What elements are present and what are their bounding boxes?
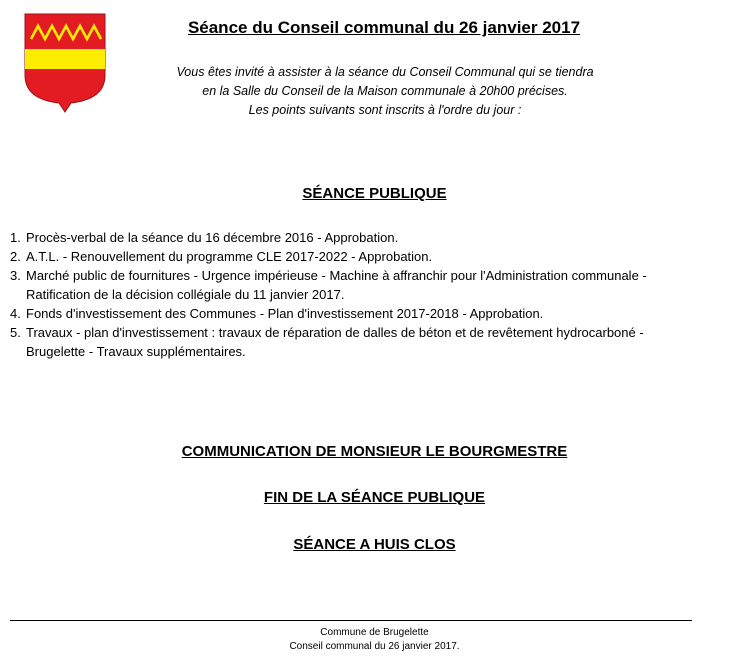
agenda-item-number: 3. — [10, 268, 21, 283]
agenda-item-number: 4. — [10, 306, 21, 321]
agenda-item-text: Travaux - plan d'investissement : travaux de réparation de dalles de béton et de revêtement hydrocarboné - — [26, 325, 644, 340]
agenda-item-number: 5. — [10, 325, 21, 340]
intro-line: Les points suivants sont inscrits à l'ordre du jour : — [248, 103, 522, 117]
page-title: Séance du Conseil communal du 26 janvier 2017 — [187, 18, 581, 37]
agenda-item-text: Marché public de fournitures - Urgence impérieuse - Machine à affranchir pour l'Administration communale - — [26, 268, 647, 283]
intro-line: Vous êtes invité à assister à la séance du Conseil Communal qui se tiendra — [176, 65, 594, 79]
end-public-session-heading: FIN DE LA SÉANCE PUBLIQUE — [263, 489, 486, 506]
agenda-item-number: 2. — [10, 249, 21, 264]
communication-heading: COMMUNICATION DE MONSIEUR LE BOURGMESTRE — [181, 443, 568, 460]
crest-band — [25, 49, 105, 69]
agenda-item-text: A.T.L. - Renouvellement du programme CLE 2017-2022 - Approbation. — [26, 249, 433, 264]
intro-line: en la Salle du Conseil de la Maison communale à 20h00 précises. — [202, 84, 568, 98]
agenda-item-text-continued: Ratification de la décision collégiale du 11 janvier 2017. — [26, 287, 345, 302]
footer-session: Conseil communal du 26 janvier 2017. — [289, 641, 460, 652]
municipal-coat-of-arms-icon — [24, 13, 106, 113]
footer-divider — [10, 620, 692, 621]
agenda-item-text-continued: Brugelette - Travaux supplémentaires. — [26, 344, 246, 359]
agenda-list — [10, 228, 745, 361]
agenda-item — [10, 304, 745, 323]
closed-session-heading: SÉANCE A HUIS CLOS — [293, 536, 456, 553]
intro-text — [110, 63, 660, 120]
agenda-item — [10, 247, 745, 266]
agenda-item — [10, 323, 745, 361]
footer-commune: Commune de Brugelette — [320, 627, 429, 638]
agenda-item — [10, 228, 745, 247]
agenda-item-text: Fonds d'investissement des Communes - Plan d'investissement 2017-2018 - Approbation. — [26, 306, 544, 321]
public-session-heading: SÉANCE PUBLIQUE — [302, 185, 447, 202]
agenda-item-number: 1. — [10, 230, 21, 245]
agenda-item — [10, 266, 745, 304]
agenda-item-text: Procès-verbal de la séance du 16 décembre 2016 - Approbation. — [26, 230, 399, 245]
